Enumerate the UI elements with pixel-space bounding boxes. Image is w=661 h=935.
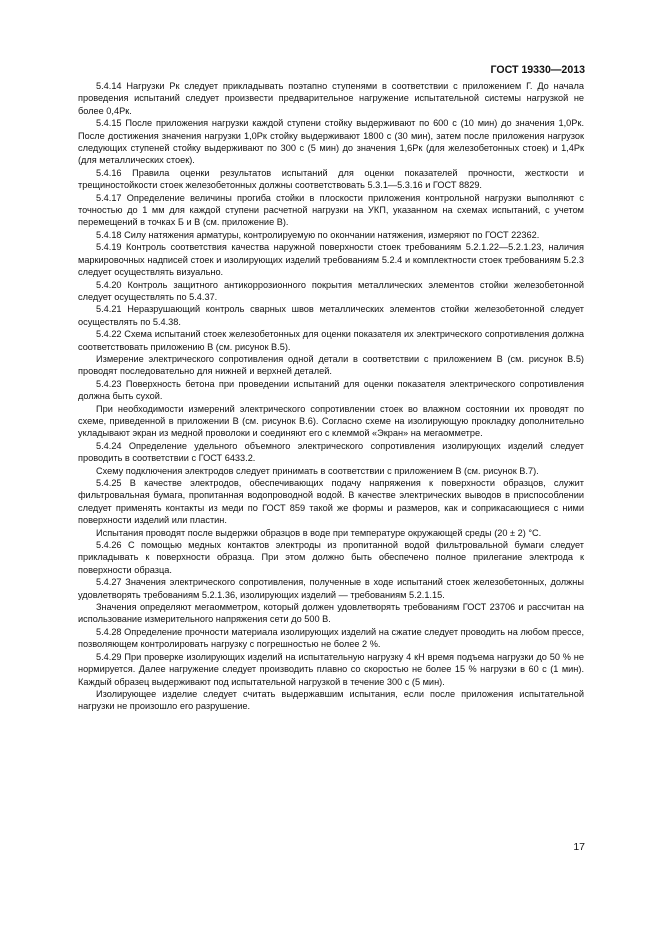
paragraph-5-4-24-cont: Схему подключения электродов следует принимать в соответствии с приложением В (см. рисунок В.7). — [96, 465, 539, 476]
paragraph-5-4-22: 5.4.22 Схема испытаний стоек железобетонных для оценки показателя их электрического сопротивления должна соответствовать приложению В (см. рисунок В.5). — [78, 329, 584, 352]
document-header: ГОСТ 19330—2013 — [490, 64, 585, 76]
paragraph-5-4-29-cont: Изолирующее изделие следует считать выдержавшим испытания, если после приложения испытательной нагрузки не произошло его разрушение. — [78, 688, 584, 712]
paragraph-5-4-28: 5.4.28 Определение прочности материала изолирующих изделий на сжатие следует проводить на любом прессе, позволяющем контролировать нагрузку с погрешностью не более 2 %. — [78, 626, 584, 650]
paragraph-5-4-16: 5.4.16 Правила оценки результатов испытаний для оценки показателей прочности, жесткости и трещиностойкости стоек железобетонных должны соответствовать 5.3.1—5.3.16 и ГОСТ 8829. — [78, 167, 584, 191]
paragraph-5-4-19: 5.4.19 Контроль соответствия качества наружной поверхности стоек требованиям 5.2.1.22—5.2.1.23, наличия маркировочных надписей стоек и изолирующих изделий требованиям 5.2.4 и комплектности стоек требованиям 5.2.3 следует осуществлять визуально. — [78, 242, 584, 278]
paragraph-5-4-25-cont: Испытания проводят после выдержки образцов в воде при температуре окружающей среды (20 ± 2) °С. — [96, 527, 542, 538]
paragraph-5-4-26: 5.4.26 С помощью медных контактов электроды из пропитанной водой фильтровальной бумаги следует прикладывать к поверхности образца. При этом должно быть обеспечено полное прилегание электрода к поверхности образца. — [78, 540, 584, 575]
paragraph-5-4-15: 5.4.15 После приложения нагрузки каждой ступени стойку выдерживают по 600 с (10 мин) до значения 1,0Pк. После достижения значения нагрузки 1,0Pк стойку выдерживают 1800 с (30 мин), затем после приложения нагрузок следующих ступеней стойку выдерживают по 300 с (5 мин) до значения 1,6Pк (для железобетонных стоек) и 1,4Pк (для металлических стоек). — [78, 118, 584, 166]
page-number: 17 — [573, 841, 585, 853]
paragraph-5-4-18: 5.4.18 Силу натяжения арматуры, контролируемую по окончании натяжения, измеряют по ГОСТ 22362. — [96, 229, 540, 240]
paragraph-5-4-23: 5.4.23 Поверхность бетона при проведении испытаний для оценки показателя электрического сопротивления должна быть сухой. — [78, 378, 584, 402]
paragraph-5-4-23-cont: При необходимости измерений электрического сопротивлении стоек во влажном состоянии их проводят по схеме, приведенной в приложении В (см. рисунок В.6). Согласно схеме на изолирующую прокладку дополнительно укладывают экран из медной проволоки и соединяют его с клеммой «Экран» на мегаомметре. — [78, 403, 584, 439]
paragraph-5-4-27: 5.4.27 Значения электрического сопротивления, полученные в ходе испытаний стоек железобетонных, должны удовлетворять требованиям 5.2.1.36, изолирующих изделий — требованиям 5.2.1.15. — [78, 577, 584, 600]
paragraph-5-4-24: 5.4.24 Определение удельного объемного электрического сопротивления изолирующих изделий следует проводить в соответствии с ГОСТ 6433.2. — [78, 440, 584, 464]
document-body — [78, 80, 584, 713]
paragraph-5-4-22-cont: Измерение электрического сопротивления одной детали в соответствии с приложением В (см. рисунок В.5) проводят последовательно для нижней и верхней деталей. — [78, 353, 584, 377]
paragraph-5-4-20: 5.4.20 Контроль защитного антикоррозионного покрытия металлических элементов стойки железобетонной следует осуществлять по 5.4.37. — [78, 279, 584, 302]
paragraph-5-4-25: 5.4.25 В качестве электродов, обеспечивающих подачу напряжения к поверхности образцов, служит фильтровальная бумага, пропитанная водопроводной водой. В качестве электрических выводов в приспособлении следует применять контакты из меди по ГОСТ 859 такой же формы и размеров, как и соприкасающиеся с ними поверхности изделий или пластин. — [78, 478, 584, 526]
paragraph-5-4-21: 5.4.21 Неразрушающий контроль сварных швов металлических элементов стойки железобетонной следует осуществлять по 5.4.38. — [78, 304, 584, 327]
paragraph-5-4-27-cont: Значения определяют мегаомметром, который должен удовлетворять требованиям ГОСТ 23706 и рассчитан на использование измерительного напряжения сети до 500 В. — [78, 602, 584, 625]
paragraph-5-4-14: 5.4.14 Нагрузки Pк следует прикладывать поэтапно ступенями в соответствии с приложением Г. До начала проведения испытаний следует произвести предварительное нагружение испытательной системы нагрузкой не более 0,4Pк. — [78, 81, 584, 116]
paragraph-5-4-29: 5.4.29 При проверке изолирующих изделий на испытательную нагрузку 4 кН время подъема нагрузки до 50 % не нормируется. Далее нагружение следует производить плавно со скоростью не более 15 % нагрузки в 60 с (1 мин). Каждый образец выдерживают под испытательной нагрузкой в течение 300 с (5 мин). — [78, 651, 584, 687]
paragraph-5-4-17: 5.4.17 Определение величины прогиба стойки в плоскости приложения контрольной нагрузки выполняют с точностью до 1 мм для каждой ступени расчетной нагрузки на УКП, указанном на схемах испытаний, с учетом перемещений в точках Б и В (см. приложение В). — [78, 192, 584, 228]
